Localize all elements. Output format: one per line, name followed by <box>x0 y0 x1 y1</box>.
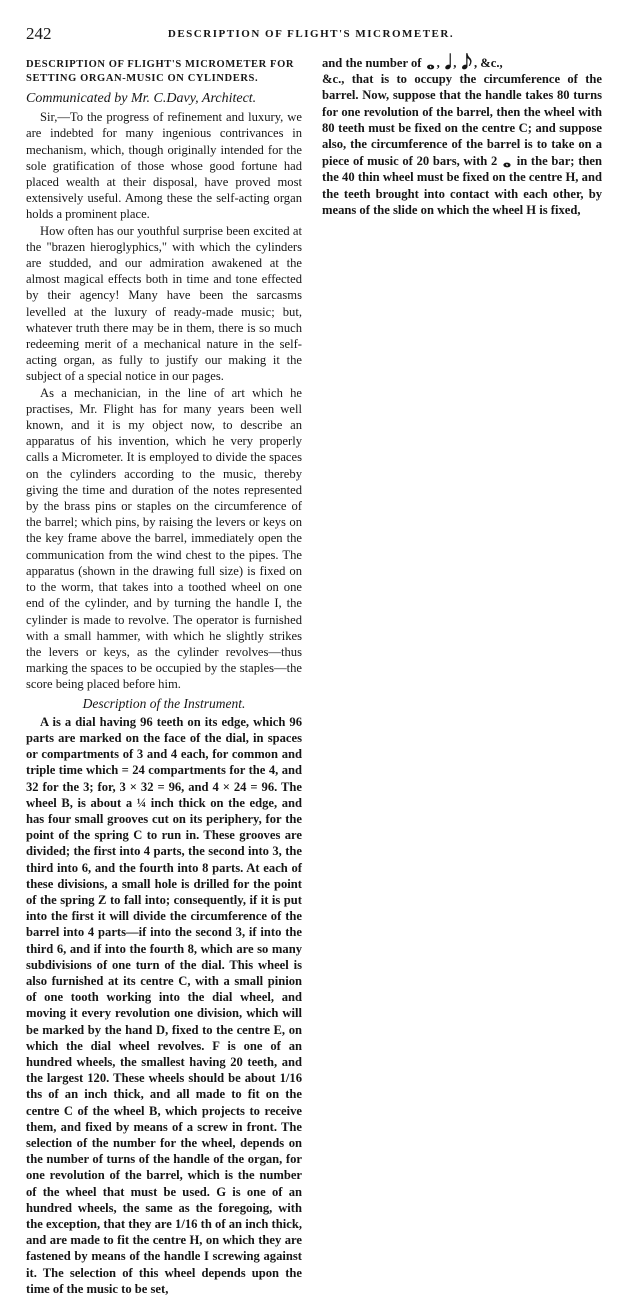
notes-line-tail: &c., <box>480 56 503 70</box>
paragraph-notes-line: and the number of 𝅝 , 𝅘𝅥 , 𝅘𝅥𝅮 , &c., <box>322 50 503 74</box>
paragraph-mechanician: As a mechanician, in the line of art which he practises, Mr. Flight has for many years been well known, and it is my object now, to describe an apparatus of his invention, which he very properly calls a Micrometer. It is employed to divide the spaces on the cylinders according to the music, thereby giving the time and duration of the notes represented by the brass pins or staples on the circumference of the barrel; which pins, by raising the levers or keys on the key frame above the barrel, immediately open the communication from the wind chest to the pipes. The apparatus (shown in the drawing full size) is fixed on to the worm, that takes into a toothed wheel on one end of the cylinder, and by turning the handle I, the cylinder is made to revolve. The operator is furnished with a small hammer, with which he slightly strikes the levers or keys, as the cylinder revolves—thus marking the spaces to be occupied by the staples—the score being placed before him. <box>26 385 302 692</box>
article-byline: Communicated by Mr. C.Davy, Architect. <box>26 91 257 106</box>
paragraph-final <box>322 71 602 218</box>
eighth-note-icon: 𝅘𝅥𝅮 <box>461 50 472 74</box>
running-title: DESCRIPTION OF FLIGHT'S MICROMETER. <box>167 28 455 40</box>
final-text-a: &c., that is to occupy the circumference of the barrel. Now, suppose that the handle takes 80 turns for one revolution of the barrel, then the wheel with 80 teeth must be fixed on the centre C; and suppose also, the circumference of the barrel is to take on a piece of music of 20 bars, with 2 <box>322 72 602 169</box>
left-column <box>26 58 302 1297</box>
section-heading: Description of the Instrument. <box>82 695 246 711</box>
whole-note-icon: 𝅝 <box>426 50 435 74</box>
whole-note-inline-icon: 𝅝 <box>503 148 511 173</box>
right-column <box>322 50 602 218</box>
paragraph-intro: Sir,—To the progress of refinement and luxury, we are indebted for many ingenious contrivances in mechanism, which, though originally intended for the sole gratification of those whose good fortune had placed wealth at their disposal, have proved most extensively useful. Among these the self-acting organ holds a prominent place. <box>26 110 302 222</box>
page-header <box>26 24 596 44</box>
notes-line-lead: and the number of <box>322 56 422 70</box>
paragraph-instrument: A is a dial having 96 teeth on its edge, which 96 parts are marked on the face of the dial, in spaces or compartments of 3 and 4 each, for common and triple time which = 24 compartments for the 4, and 32 for the 3; for, 3 × 32 = 96, and 4 × 24 = 96. The wheel B, is about a ¼ inch thick on the edge, and has four small grooves cut on its periphery, for the point of the spring C to run in. These grooves are divided; the first into 4 parts, the second into 3, the third into 6, and the fourth into 8 parts. At each of these divisions, a small hole is drilled for the point of the spring Z to fall into; consequently, if it is put into the first it will divide the circumference of the barrel into 4 parts—if into the second 3, if into the third 6, and if into the fourth 8, which are so many subdivisions of one turn of the dial. This wheel is also furnished at its centre C, with a small pinion of one tooth working into the dial wheel, and moving it every revolution one division, which will be marked by the hand D, fixed to the centre E, on which the dial wheel revolves. F is one of an hundred wheels, the smallest having 20 teeth, and the largest 120. These wheels should be about 1/16 ths of an inch thick, and all made to fit on the centre C of the wheel B, which projects to receive them, and fixed by means of a screw in front. The selection of the number for the wheel, depends on the number of turns of the handle of the organ, for one revolution of the barrel, which is the number of the wheel that must be used. G is one of an hundred wheels, the same as the foregoing, with the exception, that they are 1/16 th of an inch thick, and are made to fit the centre H, on which they are fastened by means of the handle I screwing against it. The selection of this wheel depends upon the time of the music to be set, <box>26 714 302 1296</box>
page-number: 242 <box>26 24 52 43</box>
final-text-b: in the bar; then the 40 thin wheel must be fixed on the centre H, and the teeth brought into contact with each other, by means of the slide on which the wheel H is fixed, <box>322 154 602 217</box>
article-title: DESCRIPTION OF FLIGHT'S MICROMETER FOR SETTING ORGAN-MUSIC ON CYLINDERS. <box>26 59 295 84</box>
quarter-note-icon: 𝅘𝅥 <box>444 50 452 74</box>
paragraph-surprise: How often has our youthful surprise been excited at the "brazen hieroglyphics," with which the cylinders are studded, and our admiration awakened at the almost magical effects both in time and tone effected by their agency! Many have been the sarcasms levelled at the luxury of ready-made music; but, whatever truth there may be in them, there is so much redeeming merit of a mechanical nature in the self-acting organ, as fully to justify our making it the subject of a special notice in our pages. <box>26 223 302 384</box>
